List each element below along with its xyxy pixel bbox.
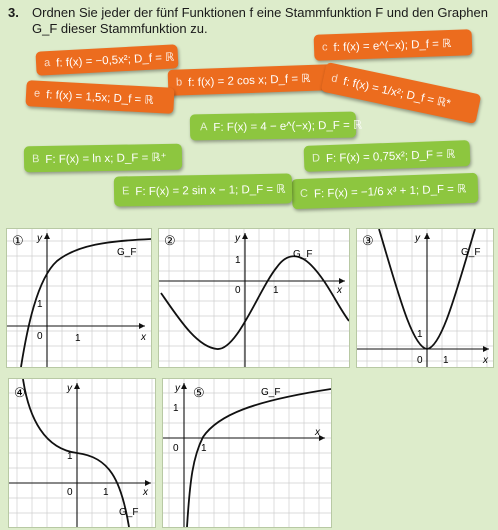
- axes: [159, 233, 345, 367]
- antiderivative-card-D[interactable]: [304, 140, 471, 172]
- card-letter: D: [311, 152, 321, 165]
- x-tick-label: 1: [201, 443, 207, 454]
- card-text: f: f(x) = e^(−x); D_f = ℝ: [333, 37, 452, 55]
- graph-1: [6, 228, 152, 368]
- graph-number: ④: [14, 385, 26, 400]
- function-card-e[interactable]: [25, 80, 174, 114]
- card-letter: d: [330, 72, 339, 86]
- card-text: F: F(x) = −1/6 x³ + 1; D_F = ℝ: [313, 183, 467, 201]
- y-tick-label: 1: [417, 329, 423, 340]
- x-tick-label: 1: [75, 333, 81, 344]
- task-text: Ordnen Sie jeder der fünf Funktionen f eine Stammfunktion F und den Graphen G_F dieser Stammfunktion zu.: [32, 5, 488, 36]
- graph-label: G_F: [461, 247, 481, 258]
- origin-label: 0: [37, 331, 43, 342]
- x-axis-label: x: [315, 427, 320, 438]
- graph-label: G_F: [119, 507, 139, 518]
- card-text: f: f(x) = −0,5x²; D_f = ℝ: [55, 51, 175, 70]
- y-axis-label: y: [415, 233, 420, 244]
- card-letter: C: [299, 187, 309, 200]
- y-tick-label: 1: [37, 299, 43, 310]
- origin-label: 0: [67, 487, 73, 498]
- graph-number: ②: [164, 233, 176, 248]
- x-axis-label: x: [143, 487, 148, 498]
- origin-label: 0: [173, 443, 179, 454]
- card-letter: e: [33, 87, 41, 100]
- graph-number: ③: [362, 233, 374, 248]
- card-text: F: F(x) = 2 sin x − 1; D_F = ℝ: [135, 183, 286, 199]
- task-number: 3.: [8, 5, 19, 20]
- card-letter: a: [43, 56, 51, 70]
- y-axis-label: y: [67, 383, 72, 394]
- function-card-a[interactable]: [35, 44, 178, 75]
- card-letter: E: [121, 185, 130, 198]
- graph-5: [162, 378, 332, 528]
- function-card-c[interactable]: [314, 29, 473, 60]
- y-axis-label: y: [175, 383, 180, 394]
- antiderivative-card-A[interactable]: [190, 112, 363, 141]
- graph-1-svg: [7, 229, 151, 367]
- card-text: f: f(x) = 1/x²; D_f = ℝ*: [341, 75, 452, 111]
- card-text: f: f(x) = 2 cos x; D_f = ℝ: [187, 72, 311, 90]
- graph-label: G_F: [293, 249, 313, 260]
- x-tick-label: 1: [103, 487, 109, 498]
- graph-2: [158, 228, 350, 368]
- graph-number: ⑤: [193, 385, 205, 400]
- origin-label: 0: [417, 355, 423, 366]
- x-axis-label: x: [141, 332, 146, 343]
- graph-curve: [161, 256, 349, 349]
- x-axis-label: x: [483, 355, 488, 366]
- card-letter: B: [31, 153, 40, 166]
- x-tick-label: 1: [273, 285, 279, 296]
- antiderivative-card-B[interactable]: [24, 144, 182, 173]
- graph-3-svg: [357, 229, 493, 367]
- card-letter: c: [321, 41, 328, 54]
- card-letter: A: [199, 121, 208, 134]
- antiderivative-card-E[interactable]: [114, 173, 292, 206]
- card-text: F: F(x) = 4 − e^(−x); D_F = ℝ: [213, 119, 363, 135]
- axes: [9, 383, 151, 527]
- card-text: F: F(x) = ln x; D_F = ℝ⁺: [45, 151, 167, 167]
- card-text: f: f(x) = 1,5x; D_f = ℝ: [45, 89, 154, 107]
- graph-2-svg: [159, 229, 349, 367]
- x-axis-label: x: [337, 285, 342, 296]
- y-tick-label: 1: [67, 451, 73, 462]
- y-axis-label: y: [235, 233, 240, 244]
- x-tick-label: 1: [443, 355, 449, 366]
- y-axis-label: y: [37, 233, 42, 244]
- graph-4: [8, 378, 156, 528]
- graph-3: [356, 228, 494, 368]
- antiderivative-card-C[interactable]: [292, 173, 479, 209]
- function-card-b[interactable]: [168, 64, 333, 96]
- graph-5-svg: [163, 379, 331, 527]
- y-tick-label: 1: [173, 403, 179, 414]
- card-letter: b: [175, 76, 183, 89]
- origin-label: 0: [235, 285, 241, 296]
- graph-4-svg: [9, 379, 155, 527]
- graph-label: G_F: [117, 247, 137, 258]
- graph-label: G_F: [261, 387, 281, 398]
- graph-number: ①: [12, 233, 24, 248]
- card-text: F: F(x) = 0,75x²; D_F = ℝ: [325, 148, 456, 166]
- y-tick-label: 1: [235, 255, 241, 266]
